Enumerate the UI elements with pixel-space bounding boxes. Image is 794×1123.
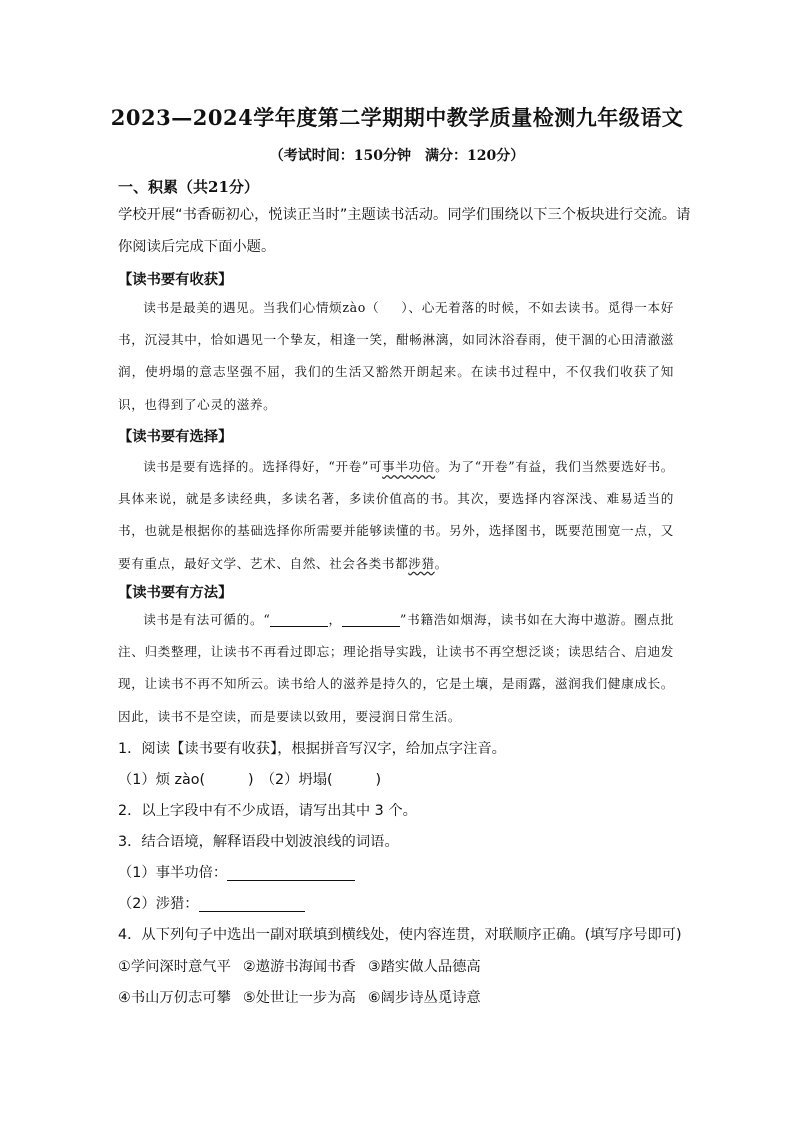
block-heading-harvest: 【读书要有收获】 [118,272,233,288]
option-item: ②遨游书海闻书香 [242,959,356,975]
item-label: （2）涉猎： [118,896,199,912]
question-3-item-2 [118,894,305,914]
question-4: 4．从下列句子中选出一副对联填到横线处，使内容连贯，对联顺序正确。(填写序号即可) [118,927,682,943]
passage-text: 读书是有法可循的。“ [143,612,271,627]
option-item: ⑥阔步诗丛觅诗意 [367,990,481,1006]
item-label: （1）事半功倍： [118,865,228,881]
answer-line[interactable] [199,895,305,912]
question-1-subitems: （1）烦 zào( ) （2）坍塌( ) [118,772,382,788]
passage-text: ）、心无着落的时候，不如去读书。觅得一本好书，沉浸其中，恰如遇见一个挚友，相逢一笑，酣畅淋漓，如同沐浴春雨，使干涸的心田清澈滋润，使坍塌的意志坚强不屈，我们的生活又豁然开朗起来。在读书过程中，不仅我们收获了知识，也得到了心灵的滋养。 [118,300,674,412]
passage-text: 。 [434,555,448,571]
question-2: 2．以上字段中有不少成语，请写出其中 3 个。 [118,803,417,819]
blank-separator: ， [328,612,342,627]
passage-text: ”书籍浩如烟海，读书如在大海中遨游。圈点批注、归类整理，让读书不再看过即忘；理论指导实践，让读书不再空想泛谈；读思结合、启迪发现，让读书不再不知所云。读书给人的滋养是持久的，它是土壤，是雨露，滋润我们健康成长。因此，读书不是空读，而是要读以致用，要浸润日常生活。 [118,612,674,724]
option-item: ④书山万仞志可攀 [118,990,231,1006]
option-item: ③踏实做人品德高 [367,959,481,975]
passage-text: 。为了“开卷”有益，我们当然要选好书。具体来说，就是多读经典，多读名著，多读价值高的书。其次，要选择内容深浅、难易适当的书，也就是根据你的基础选择你所需要并能够读懂的书。另外，选择图书，既要范围宽一点，又要有重点，最好文学、艺术、自然、社会各类书都 [118,459,674,571]
block-heading-method: 【读书要有方法】 [118,585,233,601]
question-3: 3．结合语境，解释语段中划波浪线的词语。 [118,834,399,850]
intro-line-2: 你阅读后完成下面小题。 [118,239,276,255]
passage-text: 读书是要有选择的。选择得好，“开卷”可 [143,459,383,474]
page-title: 2023—2024学年度第二学期期中教学质量检测九年级语文 [110,105,684,130]
answer-line[interactable] [227,864,355,881]
wavy-underlined-word: 涉猎 [408,555,435,571]
intro-line-1: 学校开展“书香砺初心，悦读正当时”主题读书活动。同学们围绕以下三个板块进行交流。请 [118,207,691,223]
option-item: ⑤处世让一步为高 [242,990,356,1006]
option-item: ①学问深时意气平 [118,959,231,975]
section-heading: 一、积累（共21分） [118,178,259,196]
options-row-2 [118,988,493,1008]
question-3-item-1 [118,863,355,883]
couplet-blank-2[interactable] [342,610,400,627]
wavy-underlined-word: 事半功倍 [382,459,436,474]
exam-info: （考试时间：150分钟 满分：120分） [269,148,525,164]
options-row-1 [118,957,493,977]
question-1: 1．阅读【读书要有收获】，根据拼音写汉字，给加点字注音。 [118,741,506,757]
passage-method [118,604,674,733]
couplet-blank-1[interactable] [270,610,328,627]
block-heading-choice: 【读书要有选择】 [118,429,233,445]
passage-harvest [118,292,674,421]
passage-choice [118,451,674,580]
passage-text: 读书是最美的遇见。当我们心情烦zào（ [143,300,380,315]
